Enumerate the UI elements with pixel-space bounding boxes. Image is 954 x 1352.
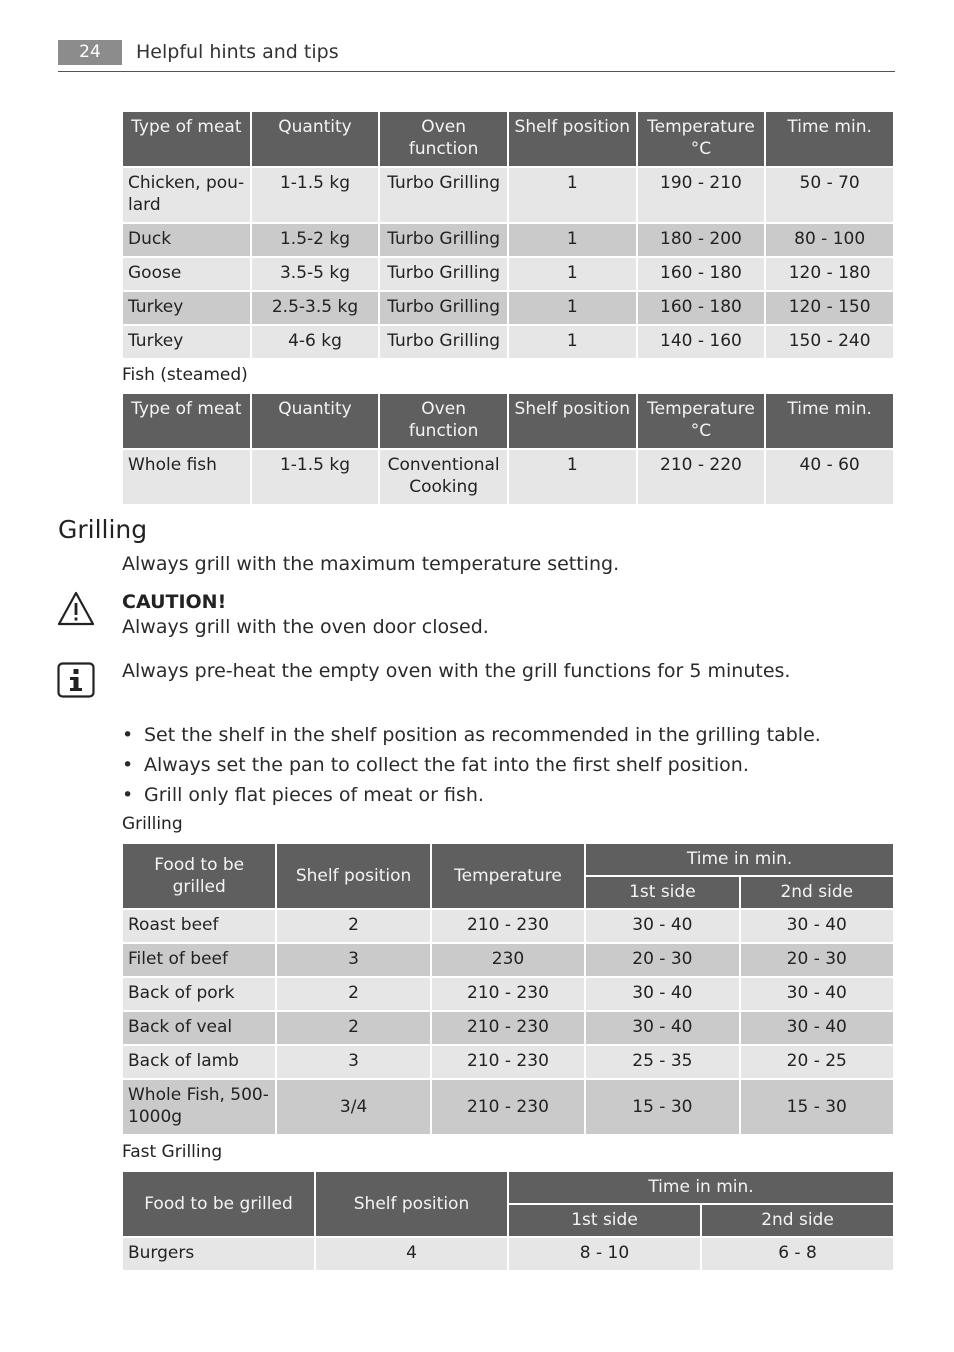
col-shelf-position: Shelf position: [509, 394, 636, 448]
table-cell: 210 - 220: [638, 450, 765, 504]
table-cell: 20 - 30: [586, 944, 738, 976]
table-cell: 3.5-5 kg: [252, 258, 379, 290]
col-shelf-position: Shelf position: [316, 1172, 507, 1236]
table-cell: 15 - 30: [586, 1080, 738, 1134]
warning-triangle-icon: [56, 590, 96, 628]
col-time: Time min.: [766, 394, 893, 448]
info-icon: [57, 662, 95, 698]
col-temperature: Temperature °C: [638, 112, 765, 166]
table-cell: 120 - 150: [766, 292, 893, 324]
table-cell: 20 - 30: [741, 944, 893, 976]
caution-title: CAUTION!: [122, 591, 227, 613]
list-item: • Always set the pan to collect the fat into the first shelf position.: [122, 754, 749, 776]
table-cell: Chicken, pou-lard: [123, 168, 250, 222]
table-row: [123, 326, 893, 358]
table-cell: 4: [316, 1238, 507, 1270]
table-row: [123, 450, 893, 504]
table-cell: 210 - 230: [432, 978, 584, 1010]
table-cell: Turkey: [123, 326, 250, 358]
table-cell: Conventional Cooking: [380, 450, 507, 504]
table-cell: Turbo Grilling: [380, 224, 507, 256]
col-time-group: Time in min.: [509, 1172, 893, 1203]
table-cell: Whole Fish, 500-1000g: [123, 1080, 275, 1134]
table-cell: 80 - 100: [766, 224, 893, 256]
table-cell: Back of pork: [123, 978, 275, 1010]
table-row: [123, 978, 893, 1010]
col-time: Time min.: [766, 112, 893, 166]
col-temperature: Temperature °C: [638, 394, 765, 448]
table-cell: 4-6 kg: [252, 326, 379, 358]
col-oven-function: Oven function: [380, 112, 507, 166]
table-cell: 210 - 230: [432, 1046, 584, 1078]
table-cell: 8 - 10: [509, 1238, 700, 1270]
table-cell: Turkey: [123, 292, 250, 324]
table-cell: 40 - 60: [766, 450, 893, 504]
fish-table: [121, 392, 895, 506]
table-cell: 120 - 180: [766, 258, 893, 290]
table-cell: 230: [432, 944, 584, 976]
table-cell: 50 - 70: [766, 168, 893, 222]
page-header: [58, 40, 895, 72]
info-text: Always pre-heat the empty oven with the grill functions for 5 minutes.: [122, 660, 791, 682]
table-row: [123, 292, 893, 324]
table-cell: 30 - 40: [586, 978, 738, 1010]
table-row: [123, 224, 893, 256]
grilling-bullet-list: [122, 720, 882, 810]
table-cell: 1: [509, 258, 636, 290]
col-quantity: Quantity: [252, 112, 379, 166]
col-type-of-meat: Type of meat: [123, 112, 250, 166]
table-row: [123, 910, 893, 942]
table-cell: Whole fish: [123, 450, 250, 504]
table-cell: 1.5-2 kg: [252, 224, 379, 256]
table-row: [123, 1046, 893, 1078]
table-cell: 210 - 230: [432, 1080, 584, 1134]
col-1st-side: 1st side: [586, 877, 738, 908]
table-cell: 30 - 40: [586, 1012, 738, 1044]
table-cell: 1: [509, 168, 636, 222]
table-row: [123, 258, 893, 290]
table-cell: 15 - 30: [741, 1080, 893, 1134]
table-cell: 150 - 240: [766, 326, 893, 358]
table-cell: Back of veal: [123, 1012, 275, 1044]
table-cell: 1-1.5 kg: [252, 168, 379, 222]
table-cell: Turbo Grilling: [380, 292, 507, 324]
table-cell: 1: [509, 292, 636, 324]
table-cell: 2.5-3.5 kg: [252, 292, 379, 324]
fast-grilling-caption: Fast Grilling: [122, 1142, 223, 1162]
table-cell: 160 - 180: [638, 258, 765, 290]
table-cell: 30 - 40: [741, 910, 893, 942]
table-cell: Roast beef: [123, 910, 275, 942]
list-item: • Grill only flat pieces of meat or fish.: [122, 784, 484, 806]
table-cell: Turbo Grilling: [380, 326, 507, 358]
table-cell: 2: [277, 1012, 429, 1044]
table-cell: 210 - 230: [432, 1012, 584, 1044]
table-cell: Goose: [123, 258, 250, 290]
table-cell: 6 - 8: [702, 1238, 893, 1270]
col-oven-function: Oven function: [380, 394, 507, 448]
col-type-of-meat: Type of meat: [123, 394, 250, 448]
table-cell: 30 - 40: [586, 910, 738, 942]
col-2nd-side: 2nd side: [702, 1205, 893, 1236]
table-cell: 2: [277, 910, 429, 942]
table-cell: 190 - 210: [638, 168, 765, 222]
section-heading: Grilling: [58, 515, 148, 544]
grilling-table-caption: Grilling: [122, 814, 183, 834]
col-time-group: Time in min.: [586, 844, 893, 875]
table-cell: 3: [277, 1046, 429, 1078]
table-cell: 2: [277, 978, 429, 1010]
section-title: Helpful hints and tips: [136, 41, 339, 63]
table-cell: 30 - 40: [741, 978, 893, 1010]
table-cell: 160 - 180: [638, 292, 765, 324]
table-cell: 1: [509, 450, 636, 504]
table-cell: Turbo Grilling: [380, 168, 507, 222]
table-row: [123, 1012, 893, 1044]
table-cell: 30 - 40: [741, 1012, 893, 1044]
table-cell: Duck: [123, 224, 250, 256]
col-2nd-side: 2nd side: [741, 877, 893, 908]
fast-grilling-table: [121, 1170, 895, 1272]
list-item: • Set the shelf in the shelf position as recommended in the grilling table.: [122, 724, 821, 746]
page-number: 24: [58, 40, 122, 65]
table-row: [123, 1238, 893, 1270]
table-row: [123, 1080, 893, 1134]
table-cell: 3: [277, 944, 429, 976]
table-cell: 20 - 25: [741, 1046, 893, 1078]
caution-text: Always grill with the oven door closed.: [122, 616, 489, 638]
table-cell: 180 - 200: [638, 224, 765, 256]
table-row: [123, 944, 893, 976]
col-temperature: Temperature: [432, 844, 584, 908]
table-cell: 1: [509, 326, 636, 358]
table-row: [123, 168, 893, 222]
table-cell: 25 - 35: [586, 1046, 738, 1078]
table-cell: 210 - 230: [432, 910, 584, 942]
col-food: Food to be grilled: [123, 844, 275, 908]
col-food: Food to be grilled: [123, 1172, 314, 1236]
table-cell: Turbo Grilling: [380, 258, 507, 290]
col-shelf-position: Shelf position: [277, 844, 429, 908]
table-cell: Burgers: [123, 1238, 314, 1270]
col-shelf-position: Shelf position: [509, 112, 636, 166]
table-cell: 3/4: [277, 1080, 429, 1134]
poultry-table: [121, 110, 895, 360]
fish-caption: Fish (steamed): [122, 365, 248, 385]
col-quantity: Quantity: [252, 394, 379, 448]
table-cell: Filet of beef: [123, 944, 275, 976]
table-cell: 1: [509, 224, 636, 256]
table-cell: 1-1.5 kg: [252, 450, 379, 504]
col-1st-side: 1st side: [509, 1205, 700, 1236]
table-cell: Back of lamb: [123, 1046, 275, 1078]
grilling-intro: Always grill with the maximum temperature setting.: [122, 553, 620, 575]
grilling-table: [121, 842, 895, 1136]
table-cell: 140 - 160: [638, 326, 765, 358]
